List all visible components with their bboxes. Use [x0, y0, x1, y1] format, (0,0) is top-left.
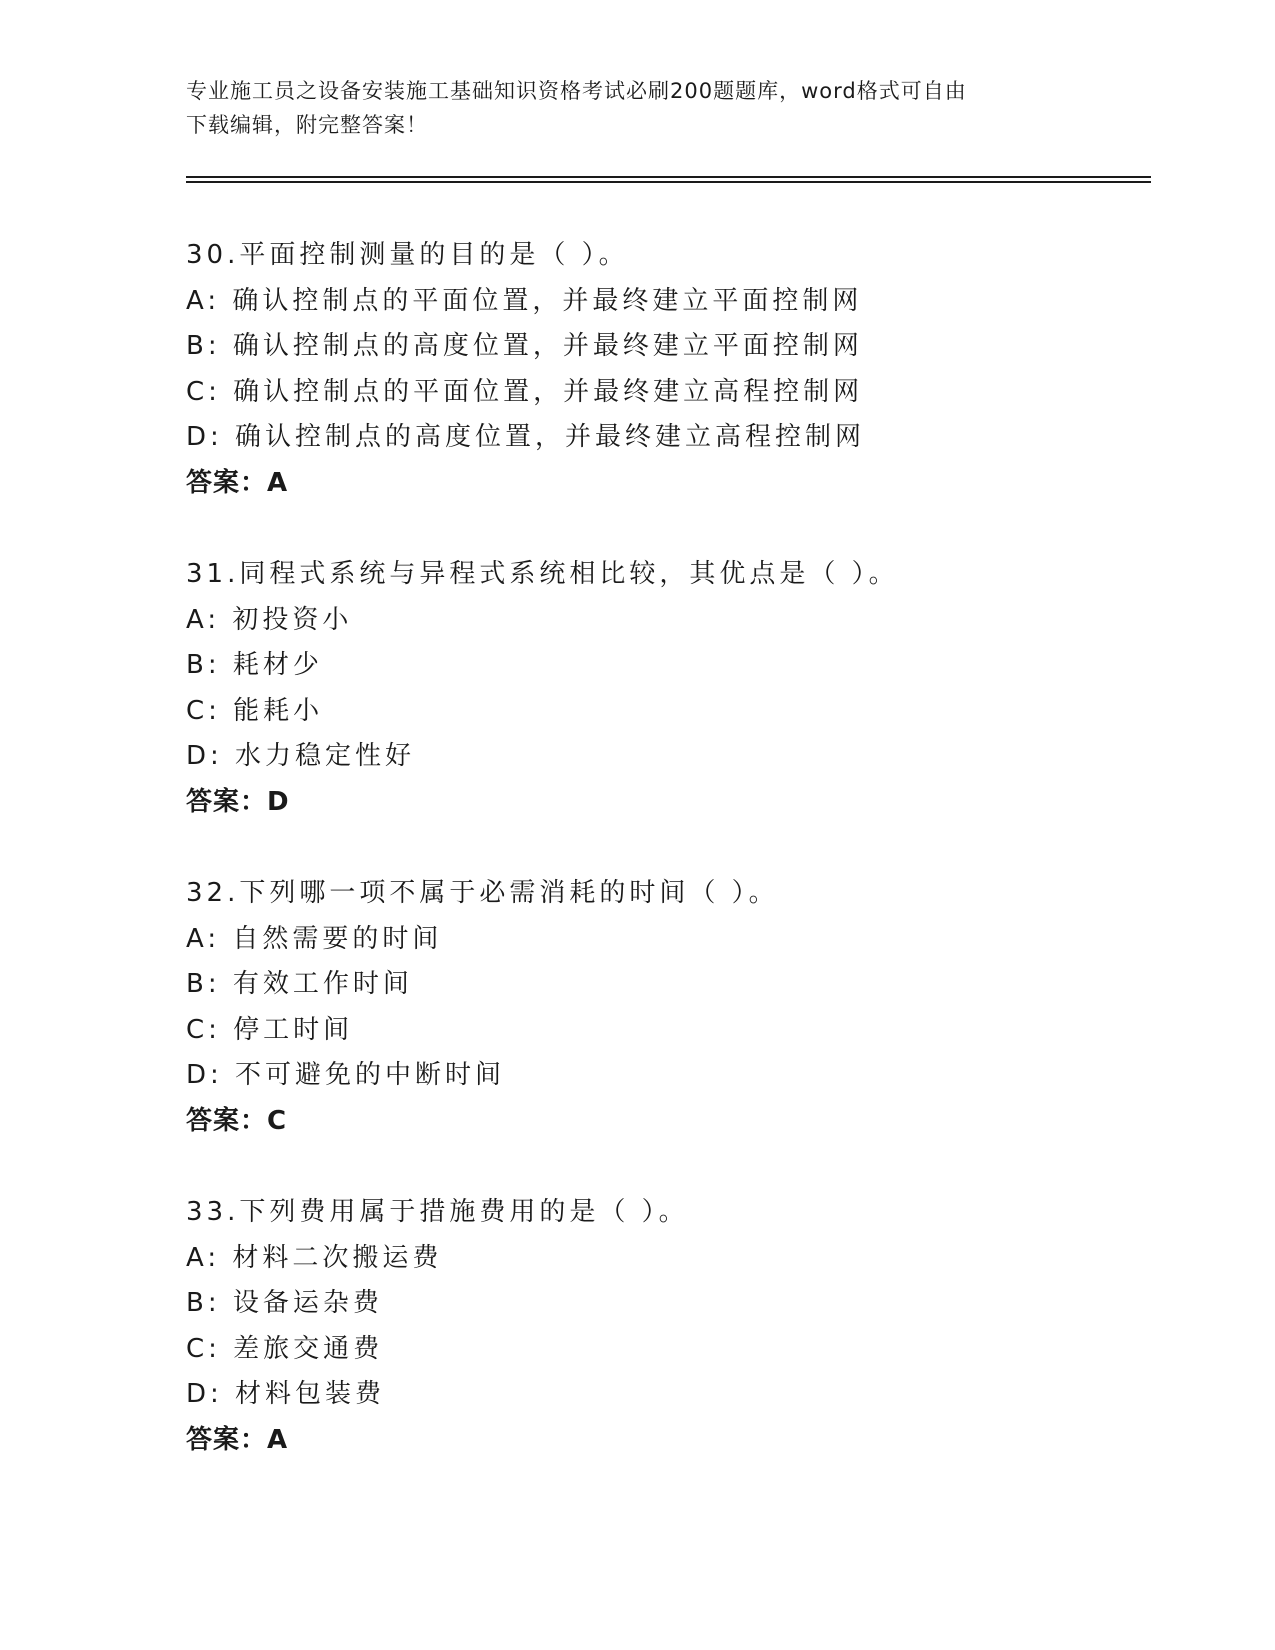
document-header — [186, 74, 1086, 142]
option-a: A: 材料二次搬运费 — [186, 1242, 443, 1273]
answer-line: 答案：D — [186, 786, 290, 817]
header-title-line-1: 专业施工员之设备安装施工基础知识资格考试必刷200题题库，word格式可自由 — [186, 79, 967, 103]
option-b: B: 耗材少 — [186, 650, 323, 680]
question-stem: 31.同程式系统与异程式系统相比较，其优点是（ ）。 — [186, 559, 899, 589]
question-30 — [186, 233, 1136, 506]
option-b: B: 有效工作时间 — [186, 969, 413, 999]
question-stem: 30.平面控制测量的目的是（ ）。 — [186, 240, 629, 270]
option-c: C: 停工时间 — [186, 1014, 354, 1045]
option-d: D: 材料包装费 — [186, 1379, 386, 1409]
header-title-line-2: 下载编辑，附完整答案！ — [186, 113, 428, 137]
option-d: D: 不可避免的中断时间 — [186, 1060, 506, 1090]
option-c: C: 差旅交通费 — [186, 1333, 384, 1364]
header-divider-top — [186, 176, 1151, 178]
option-a: A: 自然需要的时间 — [186, 923, 443, 954]
question-stem: 33.下列费用属于措施费用的是（ ）。 — [186, 1197, 689, 1227]
option-a: A: 初投资小 — [186, 604, 353, 635]
option-b: B: 设备运杂费 — [186, 1288, 383, 1318]
question-31 — [186, 552, 1136, 825]
header-divider-bottom — [186, 181, 1151, 183]
option-b: B: 确认控制点的高度位置，并最终建立平面控制网 — [186, 331, 863, 361]
option-a: A: 确认控制点的平面位置，并最终建立平面控制网 — [186, 285, 863, 316]
answer-line: 答案：A — [186, 1424, 289, 1455]
answer-line: 答案：C — [186, 1105, 288, 1136]
question-32 — [186, 871, 1136, 1144]
question-33 — [186, 1190, 1136, 1463]
question-stem: 32.下列哪一项不属于必需消耗的时间（ ）。 — [186, 878, 779, 908]
option-c: C: 确认控制点的平面位置，并最终建立高程控制网 — [186, 376, 864, 407]
option-d: D: 水力稳定性好 — [186, 741, 416, 771]
option-c: C: 能耗小 — [186, 695, 324, 726]
answer-line: 答案：A — [186, 467, 289, 498]
option-d: D: 确认控制点的高度位置，并最终建立高程控制网 — [186, 422, 866, 452]
